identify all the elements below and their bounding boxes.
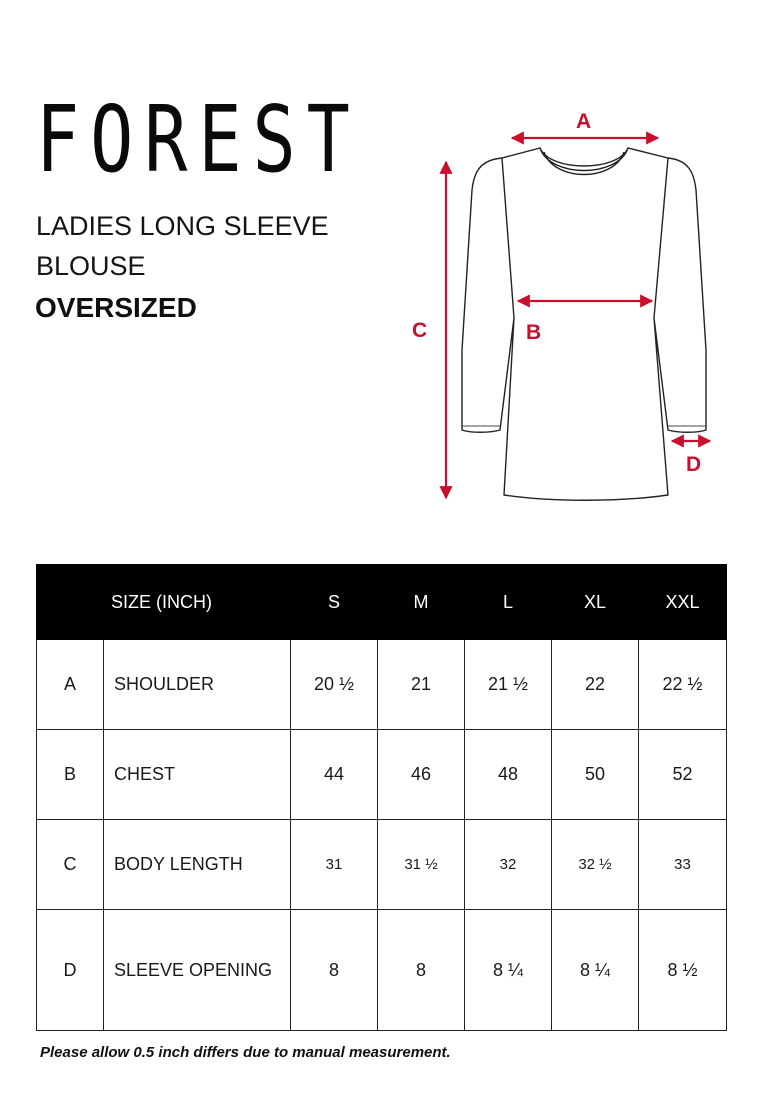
header-size-label: SIZE (INCH) [37, 565, 291, 640]
size-chart-table [36, 564, 727, 1031]
cell-value: 22 ½ [639, 640, 727, 730]
table-row [37, 640, 727, 730]
cell-value: 31 [291, 820, 378, 910]
measurement-note: Please allow 0.5 inch differs due to manual measurement. [40, 1044, 451, 1061]
brand-logo: FOREST [36, 86, 361, 193]
cell-value: 48 [465, 730, 552, 820]
cell-value: 21 ½ [465, 640, 552, 730]
label-c: C [412, 319, 428, 342]
product-name: LADIES LONG SLEEVE BLOUSE [36, 211, 329, 281]
cell-value: 8 ¼ [465, 910, 552, 1031]
cell-value: 20 ½ [291, 640, 378, 730]
header-size-l: L [465, 565, 552, 640]
row-code: B [37, 730, 104, 820]
row-code: A [37, 640, 104, 730]
row-code: D [37, 910, 104, 1031]
header-size-m: M [378, 565, 465, 640]
cell-value: 33 [639, 820, 727, 910]
cell-value: 32 [465, 820, 552, 910]
table-row [37, 910, 727, 1031]
header-size-s: S [291, 565, 378, 640]
row-code: C [37, 820, 104, 910]
label-a: A [576, 110, 592, 133]
label-b: B [526, 321, 542, 344]
cell-value: 31 ½ [378, 820, 465, 910]
product-fit: OVERSIZED [35, 292, 197, 323]
cell-value: 8 [291, 910, 378, 1031]
row-measurement: BODY LENGTH [104, 820, 291, 910]
row-measurement: SHOULDER [104, 640, 291, 730]
cell-value: 21 [378, 640, 465, 730]
blouse-illustration [462, 148, 706, 500]
table-header-row [37, 565, 727, 640]
cell-value: 46 [378, 730, 465, 820]
cell-value: 8 ¼ [552, 910, 639, 1031]
row-measurement: SLEEVE OPENING [104, 910, 291, 1031]
header-size-xxl: XXL [639, 565, 727, 640]
cell-value: 32 ½ [552, 820, 639, 910]
cell-value: 44 [291, 730, 378, 820]
label-d: D [686, 453, 702, 476]
cell-value: 8 ½ [639, 910, 727, 1031]
cell-value: 22 [552, 640, 639, 730]
cell-value: 52 [639, 730, 727, 820]
row-measurement: CHEST [104, 730, 291, 820]
cell-value: 50 [552, 730, 639, 820]
measurement-diagram [400, 100, 720, 510]
table-row [37, 820, 727, 910]
table-row [37, 730, 727, 820]
cell-value: 8 [378, 910, 465, 1031]
header-size-xl: XL [552, 565, 639, 640]
